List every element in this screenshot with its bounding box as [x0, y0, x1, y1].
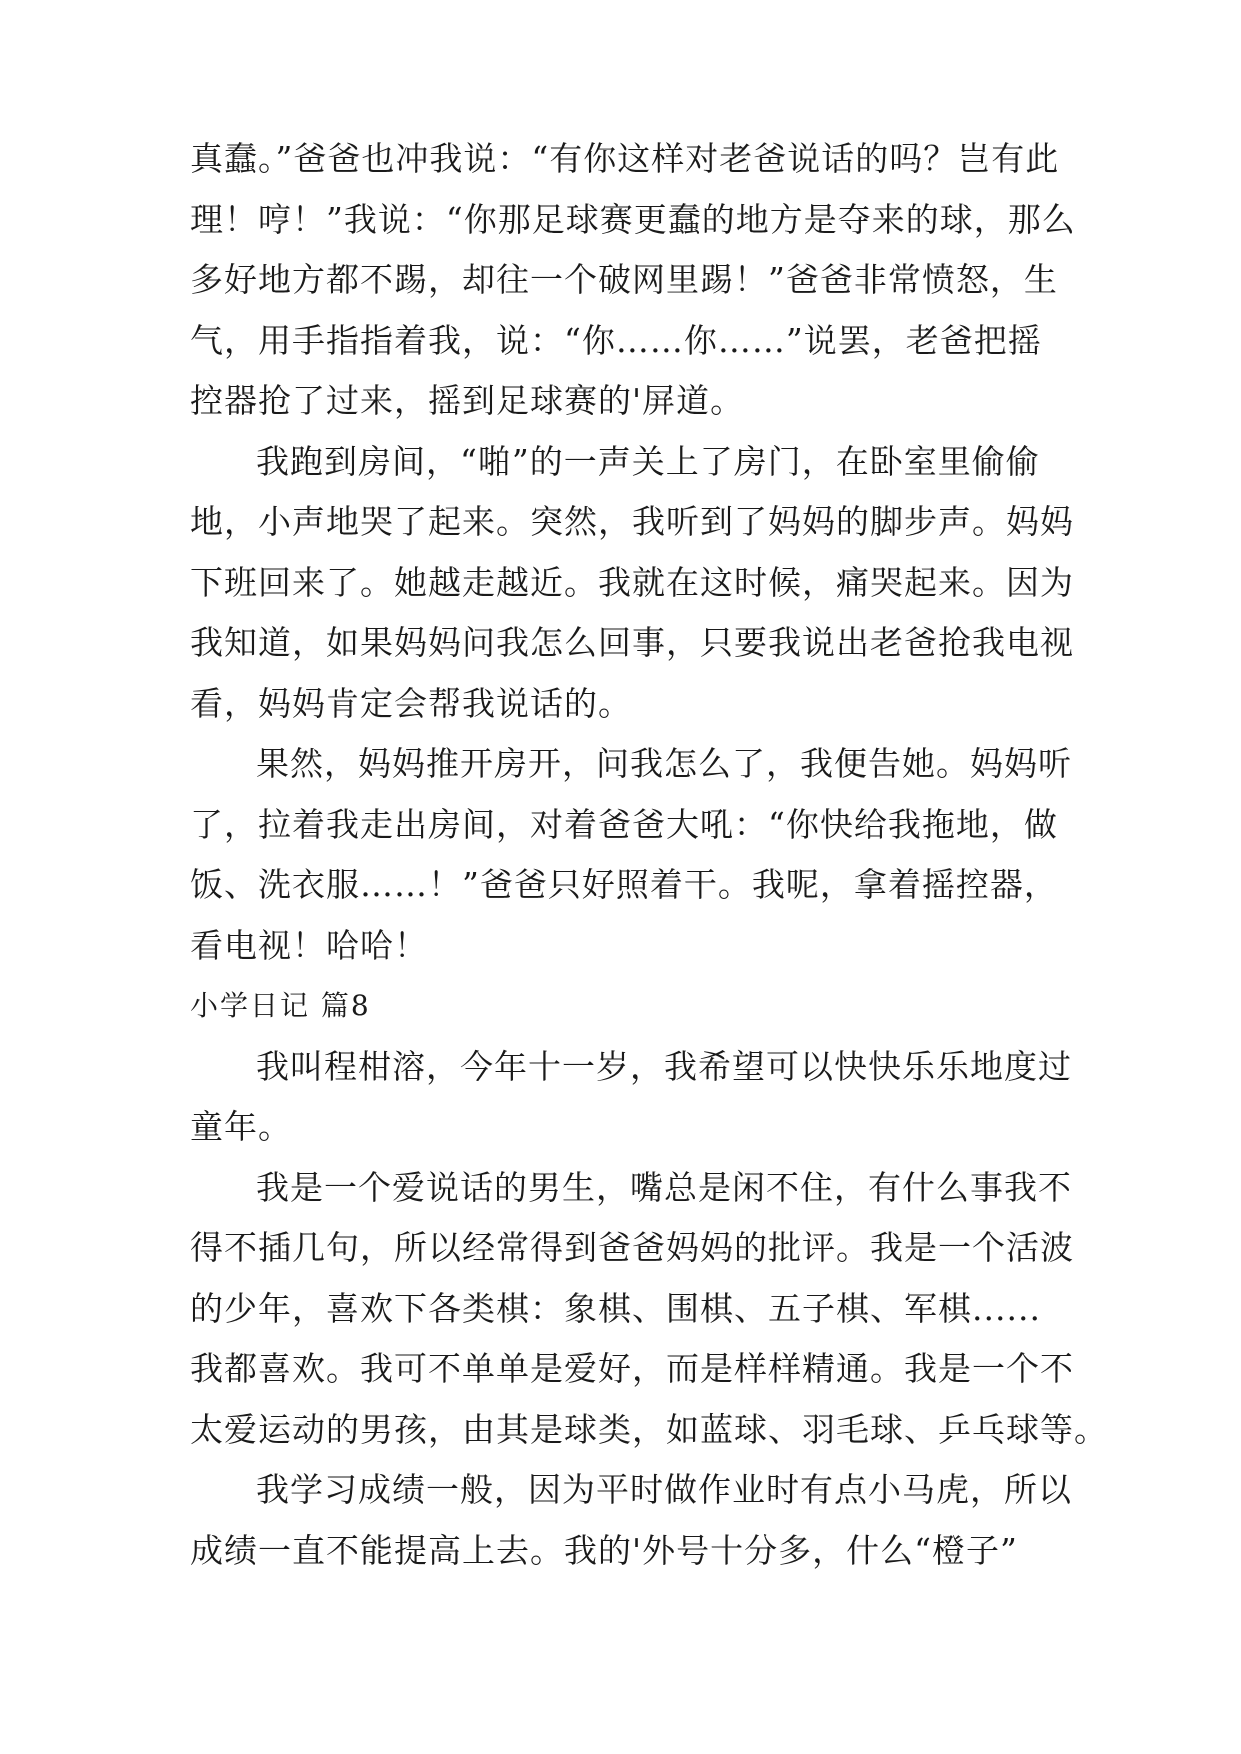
section-heading: 小学日记 篇8 [190, 989, 371, 1022]
text-line: 我都喜欢。我可不单单是爱好，而是样样精通。我是一个不 [190, 1349, 1074, 1388]
text-line: 的少年，喜欢下各类棋：象棋、围棋、五子棋、军棋...... [190, 1288, 1041, 1328]
text-line: 童年。 [190, 1107, 292, 1146]
text-line: 地，小声地哭了起来。突然，我听到了妈妈的脚步声。妈妈 [190, 502, 1074, 541]
text-line: 了，拉着我走出房间，对着爸爸大吼：“你快给我拖地，做 [190, 804, 1058, 844]
text-line: 看电视！哈哈！ [190, 925, 428, 965]
text-line: 理！哼！”我说：“你那足球赛更蠢的地方是夺来的球，那么 [190, 199, 1076, 239]
paragraph-first-line: 我叫程柑溶，今年十一岁，我希望可以快快乐乐地度过 [256, 1046, 1072, 1086]
text-line: 太爱运动的男孩，由其是球类，如蓝球、羽毛球、乒乓球等。 [190, 1409, 1108, 1449]
text-line: 饭、洗衣服……！”爸爸只好照着干。我呢，拿着摇控器， [190, 865, 1058, 904]
document-body [190, 129, 1108, 1581]
text-line: 得不插几句，所以经常得到爸爸妈妈的批评。我是一个活波 [190, 1228, 1074, 1267]
paragraph-first-line: 果然，妈妈推开房开，问我怎么了，我便告她。妈妈听 [256, 744, 1072, 783]
text-line: 看，妈妈肯定会帮我说话的。 [190, 683, 632, 723]
text-line: 成绩一直不能提高上去。我的'外号十分多，什么“橙子” [190, 1530, 1018, 1570]
text-line: 下班回来了。她越走越近。我就在这时候，痛哭起来。因为 [190, 562, 1074, 602]
text-line: 气，用手指指着我，说：“你……你……”说罢，老爸把摇 [190, 320, 1042, 360]
paragraph-first-line: 我学习成绩一般，因为平时做作业时有点小马虎，所以 [256, 1470, 1072, 1509]
text-line: 多好地方都不踢，却往一个破网里踢！”爸爸非常愤怒，生 [190, 260, 1058, 299]
text-line: 控器抢了过来，摇到足球赛的'屏道。 [190, 381, 745, 420]
paragraph-first-line: 我是一个爱说话的男生，嘴总是闲不住，有什么事我不 [256, 1167, 1072, 1207]
text-line: 真蠢。”爸爸也冲我说：“有你这样对老爸说话的吗？岂有此 [190, 139, 1060, 178]
paragraph-first-line: 我跑到房间，“啪”的一声关上了房门，在卧室里偷偷 [256, 441, 1040, 481]
text-line: 我知道，如果妈妈问我怎么回事，只要我说出老爸抢我电视 [190, 623, 1074, 662]
